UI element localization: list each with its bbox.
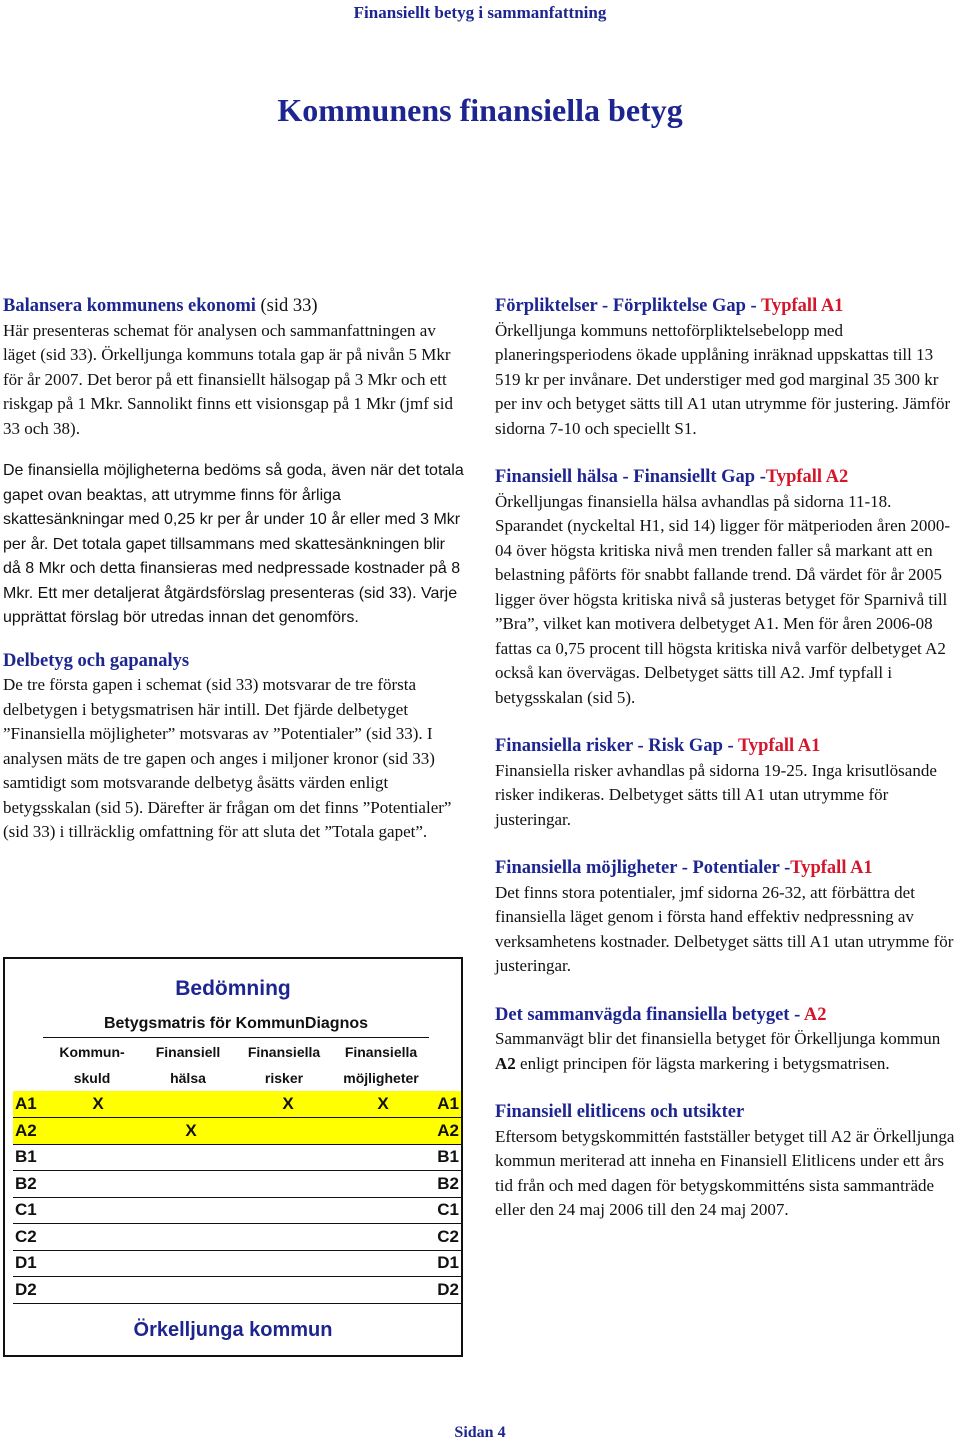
grade-label: A1 <box>437 1094 459 1113</box>
paragraph-risker: Finansiella risker avhandlas på sidorna 19-25. Inga krisutlösande risker indikeras. Delbetyget sätts till A1 utan utrymme för justeringar. <box>495 760 937 829</box>
section-heading-elitlicens: Finansiell elitlicens och utsikter <box>495 1102 745 1122</box>
paragraph-sammanvagda <box>495 1027 957 1076</box>
paragraph-balansera: Här presenteras schemat för analysen och sammanfattningen av läget (sid 33). Örkelljunga kommuns totala gap är på nivån 5 Mkr för år 2007. Det beror på ett finansiellt hälsogap på 3 Mkr och ett riskgap på 1 Mkr. Sannolikt finns ett visionsgap på 1 Mkr (jmf sid 33 och 38). <box>3 320 453 438</box>
col-header-line: Finansiella <box>344 1044 418 1060</box>
col-header-risker <box>239 1039 329 1091</box>
matrix-cell: X <box>92 1094 104 1113</box>
heading-tag: Typfall A1 <box>737 736 821 756</box>
col-header-line: Finansiell <box>155 1044 221 1060</box>
heading-text: Finansiella risker - Risk Gap - <box>495 736 738 756</box>
matrix-title: Bedömning <box>175 977 291 1000</box>
heading-tag: A2 <box>803 1004 827 1025</box>
heading-text: Det sammanvägda finansiella betyget - <box>495 1004 804 1025</box>
grade-matrix <box>3 957 463 1357</box>
matrix-row <box>13 1118 461 1145</box>
matrix-row <box>13 1091 461 1118</box>
col-header-line: Finansiella <box>247 1044 321 1060</box>
section-heading-sammanvagda <box>495 1003 957 1028</box>
paragraph-halsa: Örkelljungas finansiella hälsa avhandlas på sidorna 11-18. Sparandet (nyckeltal H1, sid 14) ligger för mätperioden åren 2000-04 över högsta kritiska nivå men trenden faller så markant att en belastning påförts för snabbt fallande trend. Då värdet för år 2005 ligger över högsta kritiska nivå så justeras betyget för Sparnivå till ”Bra”, vilket kan motivera delbetyget A1. Men för åren 2006-08 fattas ca 0,75 procent till högsta kritiska nivå varför delbetyget A2 också kan övervägas. Delbetyget sätts till A2. Jmf typfall i betygsskalan (sid 5). <box>495 491 951 707</box>
section-heading-mojligheter <box>495 856 957 881</box>
grade-label: D2 <box>15 1279 37 1299</box>
paragraph-elitlicens: Eftersom betygskommittén fastställer betyget till A2 är Örkelljunga kommun meriterad att inneha en Finansiell Elitlicens under ett års tid från och med dagen för betygskommitténs sista sammanträde eller den 24 maj 2006 till den 24 maj 2007. <box>495 1126 955 1219</box>
section-heading-balansera <box>3 294 465 319</box>
section-heading-risker <box>495 734 957 759</box>
heading-ref: (sid 33) <box>260 296 318 316</box>
heading-text: Finansiell hälsa - Finansiellt Gap - <box>495 467 766 487</box>
matrix-footer: Örkelljunga kommun <box>133 1319 333 1341</box>
grade-label: D1 <box>437 1253 459 1272</box>
matrix-cell: X <box>377 1094 389 1113</box>
heading-text: Finansiella möjligheter - Potentialer - <box>495 858 791 878</box>
col-header-kommunskuld <box>47 1039 137 1091</box>
grade-label: C1 <box>437 1200 459 1219</box>
text-run-bold: A2 <box>495 1053 516 1073</box>
col-header-line: risker <box>264 1070 304 1086</box>
grade-label: A2 <box>437 1120 459 1140</box>
grade-label: C2 <box>437 1226 459 1246</box>
grade-label: B2 <box>437 1173 459 1193</box>
paragraph-forpliktelser: Örkelljunga kommuns nettoförpliktelsebelopp med planeringsperiodens ökade upplåning inräknad uppskattas till 13 519 kr per invånare. Det understiger med god marginal 35 300 kr per inv och betyget sätts till A1 utan utrymme för justering. Jämför sidorna 7-10 och speciellt S1. <box>495 320 951 438</box>
page-number: Sidan 4 <box>454 1424 506 1441</box>
right-column <box>495 294 957 1223</box>
grade-label: D1 <box>15 1253 37 1272</box>
heading-tag: Typfall A2 <box>765 467 849 487</box>
grade-label: C1 <box>15 1200 37 1219</box>
left-column <box>3 294 465 845</box>
matrix-row <box>13 1250 461 1277</box>
col-header-line: möjligheter <box>343 1070 419 1086</box>
heading-tag: Typfall A1 <box>761 296 844 316</box>
col-header-line: hälsa <box>170 1070 206 1086</box>
col-header-halsa <box>143 1039 233 1091</box>
matrix-row <box>13 1277 461 1304</box>
matrix-subtitle: Betygsmatris för KommunDiagnos <box>43 1015 429 1038</box>
grade-label: A2 <box>15 1120 37 1140</box>
matrix-row <box>13 1171 461 1198</box>
page-title: Kommunens finansiella betyg <box>277 92 683 128</box>
matrix-cell: X <box>282 1094 294 1113</box>
heading-text: Balansera kommunens ekonomi <box>3 296 256 316</box>
paragraph-mojligheter-right: Det finns stora potentialer, jmf sidorna 26-32, att förbättra det finansiella läget genom i första hand effektiv nedpressning av verksamhetens kostnader. Delbetyget sätts till A1 utan utrymme för justeringar. <box>495 882 954 975</box>
matrix-row <box>13 1197 461 1224</box>
section-heading-halsa <box>495 465 957 490</box>
grade-label: B2 <box>15 1173 37 1193</box>
paragraph-delbetyg: De tre första gapen i schemat (sid 33) motsvarar de tre första delbetygen i betygsmatrisen här intill. Det fjärde delbetyget ”Finansiella möjligheter” motsvaras av ”Potentialer” (sid 33). I analysen mäts de tre gapen och anges i miljoner kronor (sid 33) samtidigt som motsvarande delbetyg åsätts värden enligt betygsskalan (sid 5). Därefter är frågan om det finns ”Potentialer” (sid 33) i tillräcklig omfattning för att sluta det ”Totala gapet”. <box>3 675 452 841</box>
col-header-mojligheter <box>333 1039 429 1091</box>
matrix-row <box>13 1224 461 1251</box>
grade-label: C2 <box>15 1226 37 1246</box>
section-heading-delbetyg: Delbetyg och gapanalys <box>3 650 190 671</box>
section-heading-forpliktelser <box>495 294 957 319</box>
col-header-line: skuld <box>73 1070 111 1086</box>
grade-label: A1 <box>15 1094 37 1113</box>
grade-label: B1 <box>15 1147 37 1166</box>
paragraph-mojligheter: De finansiella möjligheterna bedöms så goda, även när det totala gapet ovan beaktas, att utrymme finns för årliga skattesänkningar med 0,25 kr per år under 10 år eller med 3 Mkr per år. Det totala gapet tillsammans med skattesänkningen blir då 8 Mkr och detta finansieras med nedpressade kostnader på 8 Mkr. Ett mer detaljerat åtgärdsförslag presenteras (sid 33). Varje upprättat förslag bör utredas innan det genomförs. <box>3 462 464 626</box>
matrix-row <box>13 1144 461 1171</box>
matrix-cell: X <box>185 1120 197 1140</box>
text-run: enligt principen för lägsta markering i betygsmatrisen. <box>515 1053 890 1073</box>
running-header: Finansiellt betyg i sammanfattning <box>353 3 607 22</box>
text-run: Sammanvägt blir det finansiella betyget för Örkelljunga kommun <box>495 1029 941 1048</box>
col-header-line: Kommun- <box>59 1044 125 1060</box>
heading-tag: Typfall A1 <box>790 858 873 878</box>
grade-label: D2 <box>437 1279 459 1299</box>
heading-text: Förpliktelser - Förpliktelse Gap - <box>495 296 762 316</box>
grade-label: B1 <box>437 1147 459 1166</box>
